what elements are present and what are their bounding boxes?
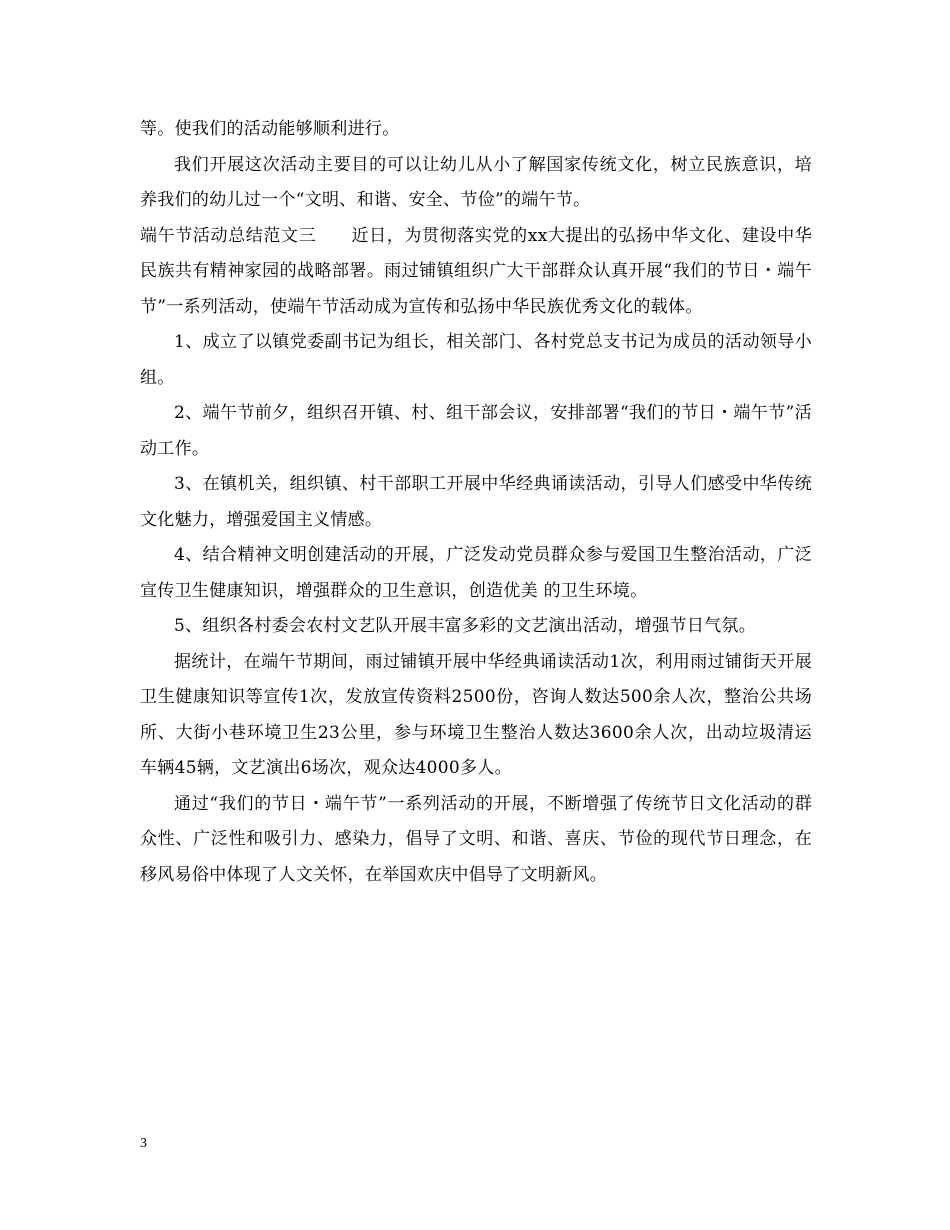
paragraph-1: 等。使我们的活动能够顺利进行。 (140, 119, 400, 139)
paragraph-3: 端午节活动总结范文三 近日，为贯彻落实党的xx大提出的弘扬中华文化、建设中华民族共有精神家园的战略部署。雨过铺镇组织广大干部群众认真开展“我们的节日・端午节”一系列活动，使端午节活动成为宣传和弘扬中华民族优秀文化的载体。 (140, 225, 812, 317)
page-number: 3 (140, 1136, 147, 1151)
paragraph-9: 据统计，在端午节期间，雨过铺镇开展中华经典诵读活动1次，利用雨过铺街天开展卫生健康知识等宣传1次，发放宣传资料2500份，咨询人数达500余人次，整治公共场所、大街小巷环境卫生23公里，参与环境卫生整治人数达3600余人次，出动垃圾清运车辆45辆，文艺演出6场次，观众达4000多人。 (140, 651, 812, 778)
paragraph-10: 通过“我们的节日・端午节”一系列活动的开展，不断增强了传统节日文化活动的群众性、广泛性和吸引力、感染力，倡导了文明、和谐、喜庆、节俭的现代节日理念，在移风易俗中体现了人文关怀，在举国欢庆中倡导了文明新风。 (140, 793, 812, 885)
paragraph-4: 1、成立了以镇党委副书记为组长，相关部门、各村党总支书记为成员的活动领导小组。 (140, 332, 812, 388)
paragraph-7: 4、结合精神文明创建活动的开展，广泛发动党员群众参与爱国卫生整治活动，广泛宣传卫生健康知识，增强群众的卫生意识，创造优美 的卫生环境。 (140, 545, 812, 601)
paragraph-2: 我们开展这次活动主要目的可以让幼儿从小了解国家传统文化，树立民族意识，培养我们的幼儿过一个“文明、和谐、安全、节俭”的端午节。 (140, 154, 812, 210)
paragraph-6: 3、在镇机关，组织镇、村干部职工开展中华经典诵读活动，引导人们感受中华传统文化魅力，增强爱国主义情感。 (140, 474, 812, 530)
document-body (140, 112, 812, 893)
paragraph-5: 2、端午节前夕，组织召开镇、村、组干部会议，安排部署“我们的节日・端午节”活动工作。 (140, 403, 812, 459)
paragraph-8: 5、组织各村委会农村文艺队开展丰富多彩的文艺演出活动，增强节日气氛。 (174, 616, 757, 636)
